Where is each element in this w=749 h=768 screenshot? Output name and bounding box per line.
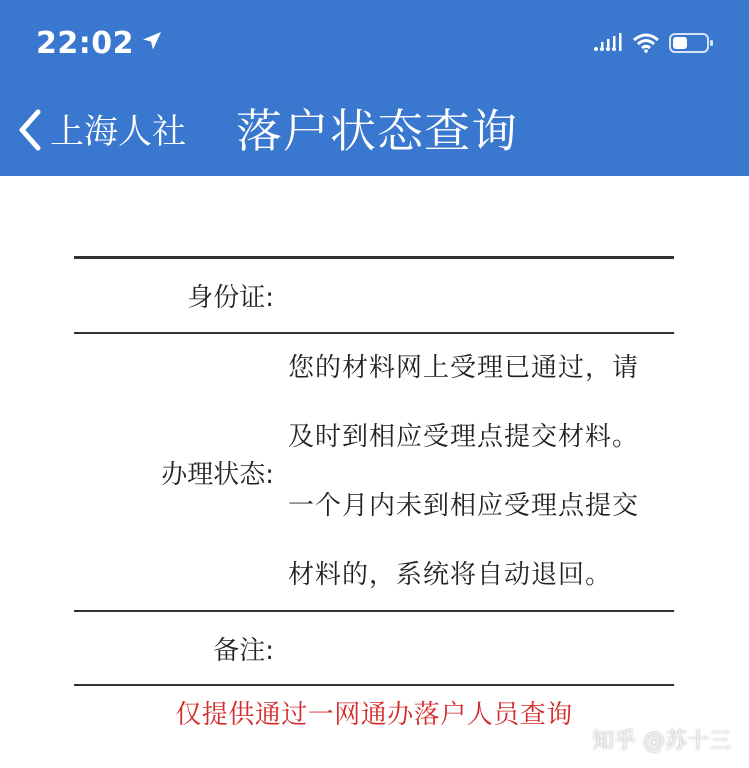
- status-line: 一个月内未到相应受理点提交: [288, 491, 640, 521]
- footer-notice: 仅提供通过一网通办落户人员查询: [175, 700, 573, 730]
- status-bar-icons: [593, 32, 715, 58]
- signal-icon: [593, 33, 623, 57]
- app-header: [0, 0, 749, 176]
- status-label: 办理状态:: [161, 459, 274, 490]
- table-row-status: [74, 334, 674, 612]
- table-row-note: [74, 612, 674, 686]
- status-bar-time-group: [36, 26, 164, 61]
- wifi-icon: [633, 33, 659, 57]
- page-title: 落户状态查询: [236, 104, 518, 158]
- note-label: 备注:: [213, 635, 274, 666]
- status-line: 及时到相应受理点提交材料。: [288, 422, 640, 452]
- table-row-id: [74, 259, 674, 334]
- chevron-left-icon: [14, 108, 44, 156]
- status-table: [74, 256, 674, 686]
- status-time: 22:02: [36, 26, 134, 61]
- note-value: [274, 612, 674, 684]
- status-line: 您的材料网上受理已通过，请: [288, 353, 640, 383]
- status-value: [274, 334, 674, 610]
- id-label: 身份证:: [187, 283, 274, 313]
- battery-icon: [669, 32, 715, 58]
- watermark: 知乎 @苏十三: [592, 729, 731, 754]
- status-line: 材料的，系统将自动退回。: [288, 560, 613, 590]
- location-arrow-icon: [140, 26, 164, 61]
- id-value: [274, 259, 674, 332]
- back-button-label: 上海人社: [50, 112, 186, 152]
- back-button[interactable]: [14, 108, 186, 156]
